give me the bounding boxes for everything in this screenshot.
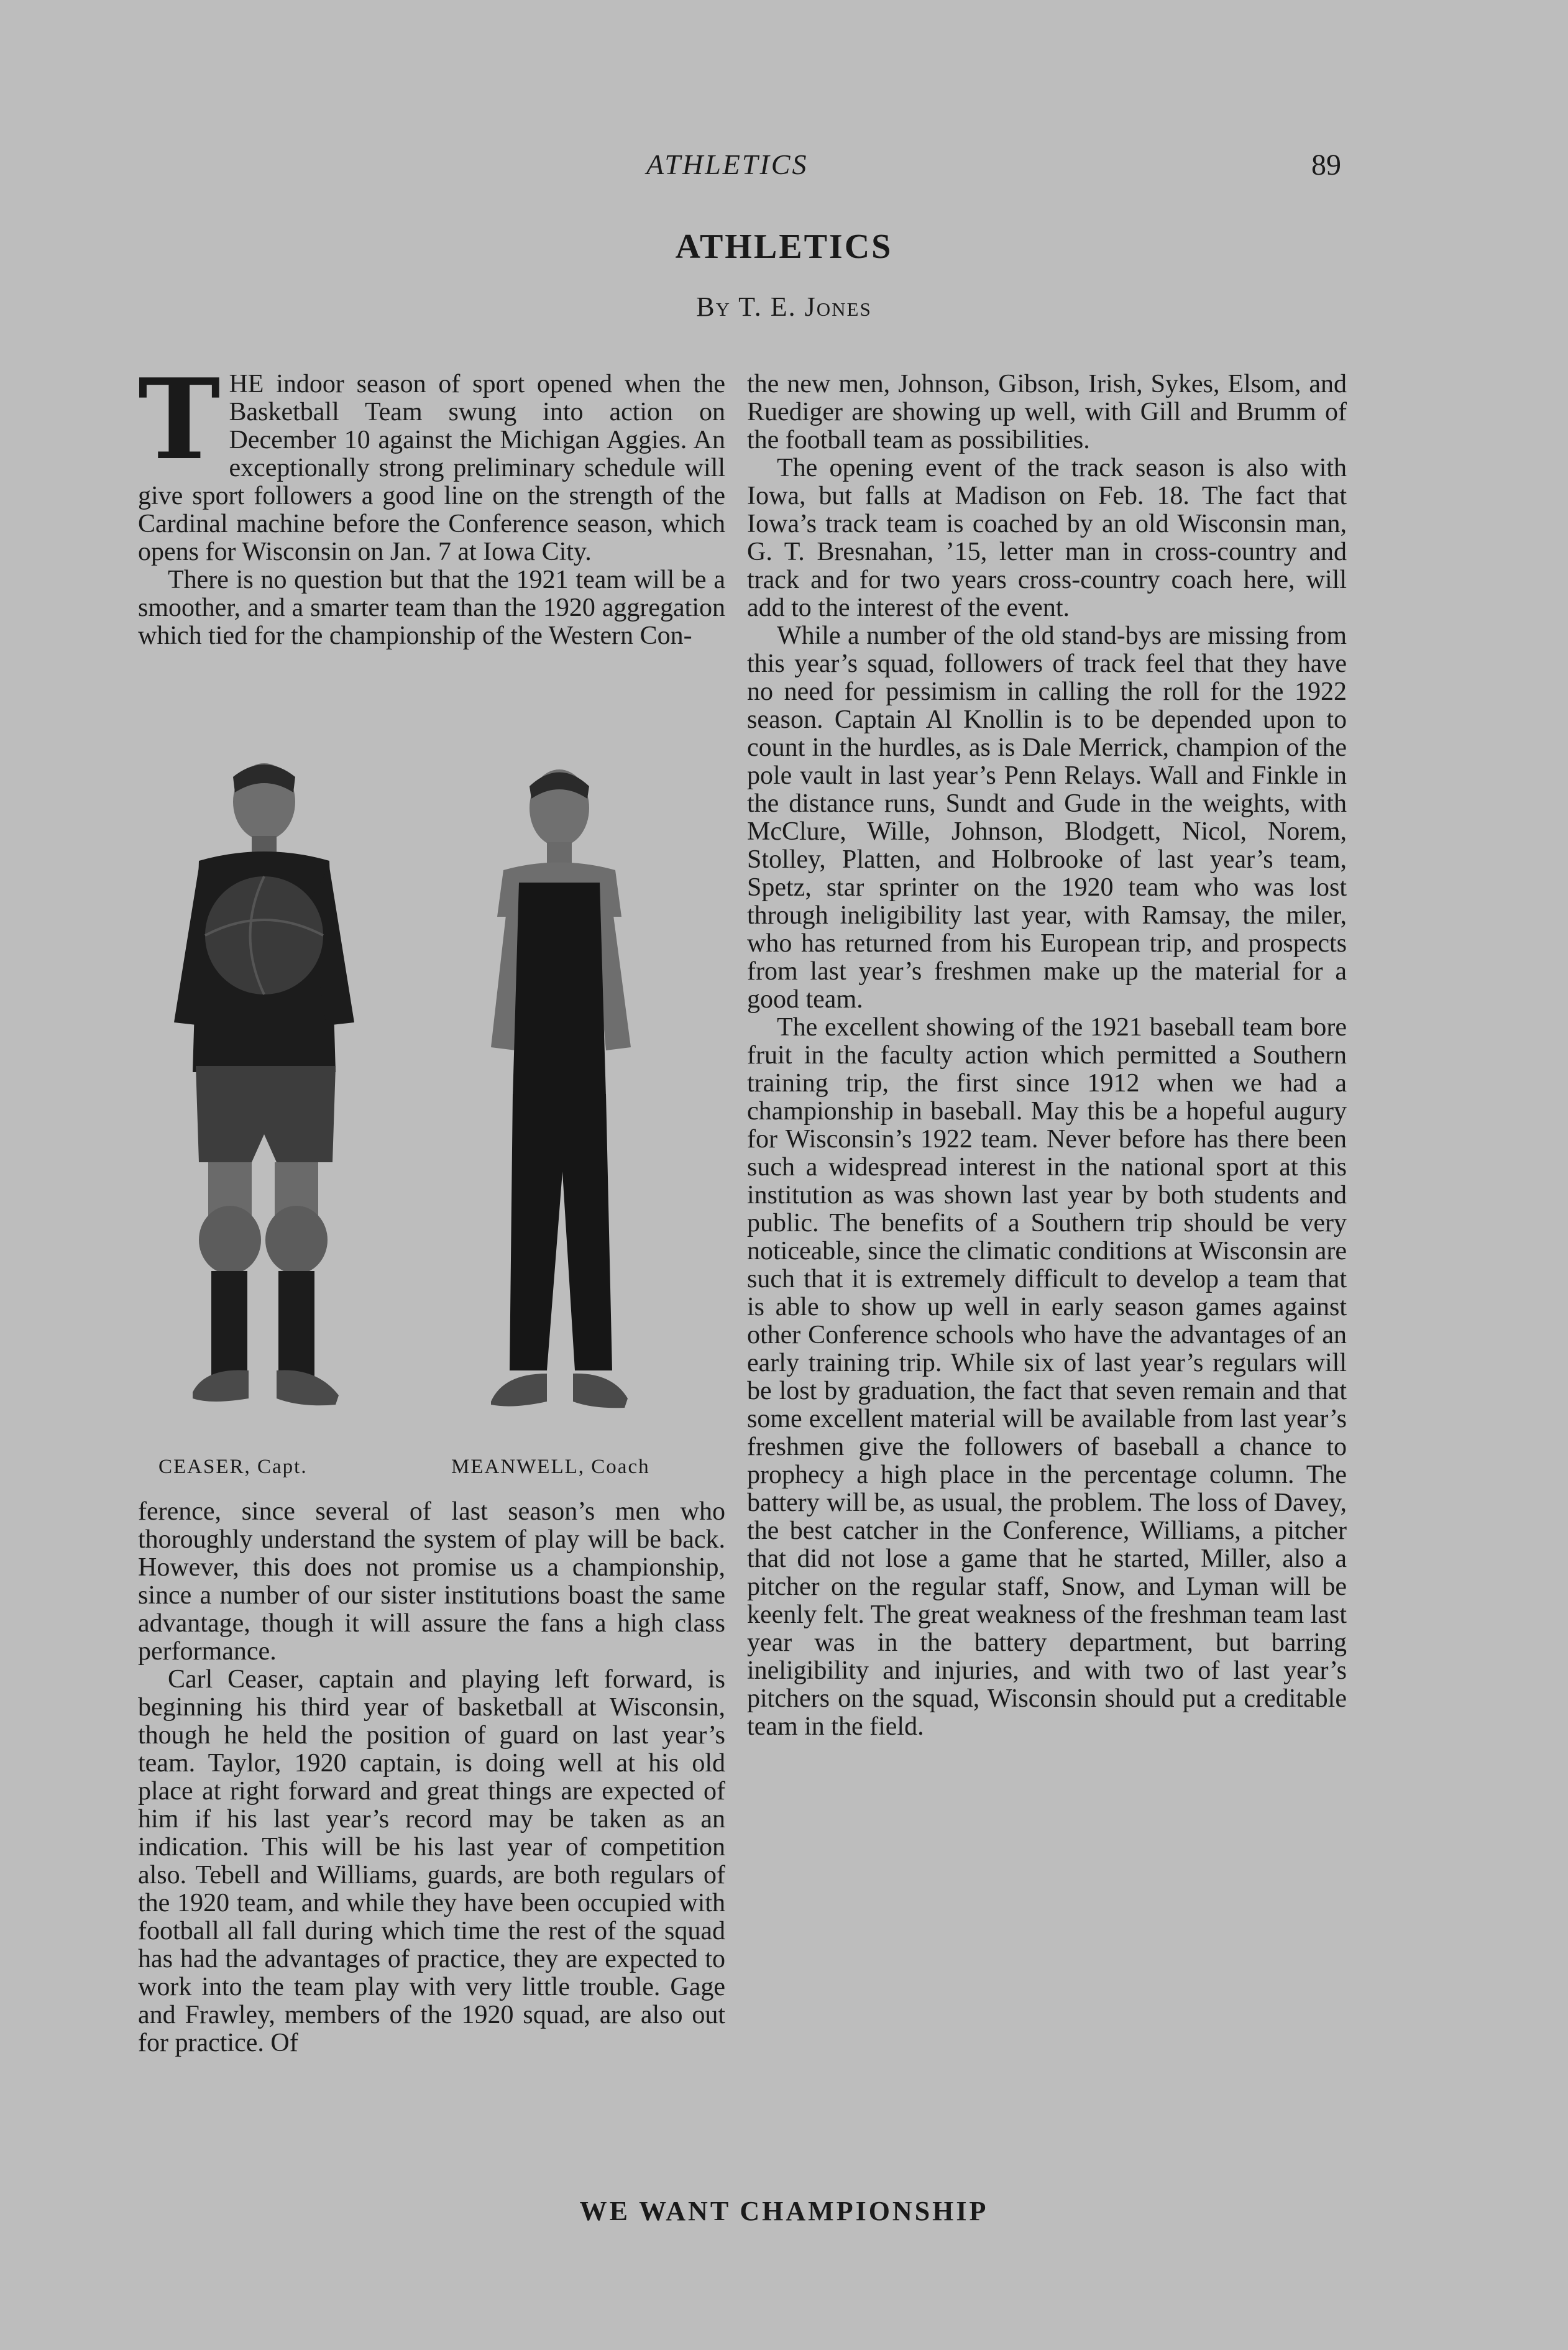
paragraph [138, 354, 725, 566]
photo-caption-left: CEASER, Capt. [158, 1456, 308, 1478]
ceaser-figure [174, 763, 354, 1405]
article-byline: By T. E. Jones [696, 291, 872, 322]
meanwell-figure [491, 769, 631, 1408]
paragraph: ference, since several of last season’s men who thoroughly understand the system of play will be back. However, this does not promise us a championship, since a number of our sister institutions boast the same advantage, though it will assure the fans a high class performance. [138, 1497, 725, 1666]
drop-cap: T [138, 354, 221, 484]
right-column [747, 370, 1347, 1741]
paragraph-text: HE indoor season of sport opened when the Basketball Team swung into action on December 10 against the Michigan Aggies. An exceptionally strong preliminary schedule will give sport followers a good line on the strength of the Cardinal machine before the Conference season, which opens for Wisconsin on Jan. 7 at Iowa City. [138, 370, 725, 566]
running-head: ATHLETICS [646, 149, 809, 180]
page-number: 89 [1311, 149, 1341, 181]
paragraph: The opening event of the track season is also with Iowa, but falls at Madison on Feb. 18. The fact that Iowa’s track team is coached by an old Wisconsin man, G. T. Bresnahan, ’15, letter man in cross-country and track and for two years cross-country coach here, will add to the interest of the event. [747, 454, 1347, 622]
paragraph: Carl Ceaser, captain and playing left forward, is beginning his third year of basketball at Wisconsin, though he held the position of guard on last year’s team. Taylor, 1920 captain, is doing well at his old place at right forward and great things are expected of him if his last year’s record may be taken as an indication. This will be his last year of competition also. Tebell and Williams, guards, are both regulars of the 1920 team, and while they have been occupied with football all fall during which time the rest of the squad has had the advantages of practice, they are expected to work into the team play with very little trouble. Gage and Frawley, members of the 1920 squad, are also out for practice. Of [138, 1665, 725, 2057]
article-title: ATHLETICS [675, 227, 893, 266]
paragraph: While a number of the old stand-bys are missing from this year’s squad, followers of track feel that they have no need for pessimism in calling the roll for the 1922 season. Captain Al Knollin is to be depended upon to count in the hurdles, as is Dale Merrick, champion of the pole vault in last year’s Penn Relays. Wall and Finkle in the distance runs, Sundt and Gude in the weights, with McClure, Wille, Johnson, Blodgett, Nicol, Norem, Stolley, Platten, and Holbrooke of last year’s team, Spetz, star sprinter on the 1920 team who was lost through ineligibility last year, with Ramsay, the miler, who has returned from his European trip, and prospects from last year’s freshmen make up the material for a good team. [747, 622, 1347, 1014]
paragraph: the new men, Johnson, Gibson, Irish, Sykes, Elsom, and Ruediger are showing up well, with Gill and Brumm of the football team as possibilities. [747, 370, 1347, 454]
left-column-bottom [138, 1498, 725, 2057]
footer-slogan: WE WANT CHAMPIONSHIP [579, 2196, 989, 2226]
team-photo [131, 749, 724, 1442]
photo-caption-right: MEANWELL, Coach [451, 1456, 650, 1478]
paragraph: The excellent showing of the 1921 baseball team bore fruit in the faculty action which permitted a Southern training trip, the first since 1912 when we had a championship in baseball. May this be a hopeful augury for Wisconsin’s 1922 team. Never before has there been such a widespread interest in the national sport at this institution as was shown last year by both students and public. The benefits of a Southern trip should be very noticeable, since the climatic conditions at Wisconsin are such that it is extremely difficult to develop a team that is able to show up well in early season games against other Conference schools who have the advantages of an early training trip. While six of last year’s regulars will be lost by graduation, the fact that seven remain and that some excellent material will be available from last year’s freshmen give the followers of baseball a chance to prophecy a high place in the percentage column. The battery will be, as usual, the problem. The loss of Davey, the best catcher in the Conference, Williams, a pitcher that did not lose a game that he started, Miller, also a pitcher on the regular staff, Snow, and Lyman will be keenly felt. The great weakness of the freshman team last year was in the battery department, but barring ineligibility and injuries, and with two of last year’s pitchers on the squad, Wisconsin should put a creditable team in the field. [747, 1013, 1347, 1741]
left-column-top [138, 354, 725, 650]
paragraph: There is no question but that the 1921 team will be a smoother, and a smarter team than the 1920 aggregation which tied for the championship of the Western Con- [138, 566, 725, 650]
